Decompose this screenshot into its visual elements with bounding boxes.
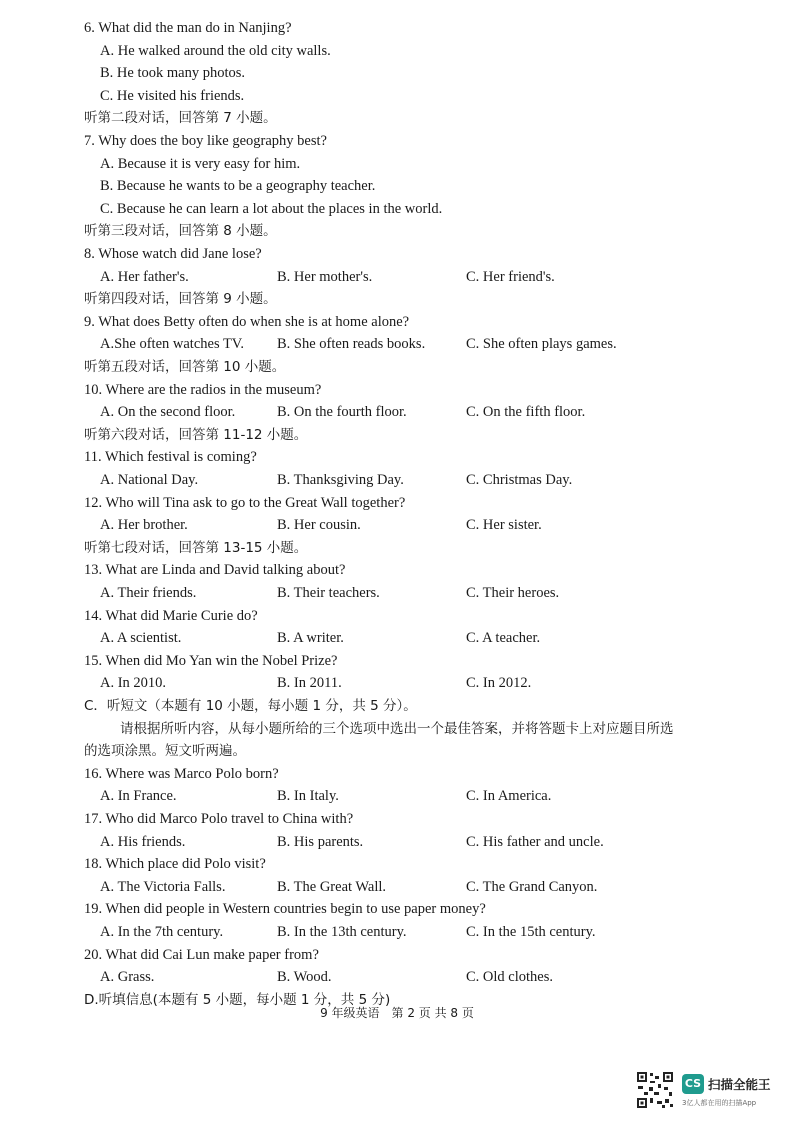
answer-option: B. In the 13th century.	[277, 924, 407, 940]
answer-option: A. The Victoria Falls.	[100, 878, 226, 895]
section-instruction: 听第二段对话，回答第 7 小题。	[84, 110, 277, 127]
answer-option: C. In America.	[466, 788, 552, 805]
answer-option: C. Old clothes.	[466, 969, 553, 986]
answer-option: C. She often plays games.	[466, 336, 617, 353]
answer-option: B. Their teachers.	[277, 585, 380, 601]
answer-option: C. In 2012.	[466, 675, 532, 692]
question-text: 7. Why does the boy like geography best?	[84, 133, 327, 149]
answer-option: A. Her brother.	[100, 517, 188, 534]
answer-option: B. In Italy.	[277, 788, 339, 805]
answer-option: A. Grass.	[100, 969, 155, 986]
answer-option: B. The Great Wall.	[277, 878, 387, 895]
question-text: 14. What did Marie Curie do?	[84, 607, 258, 624]
answer-option: A.She often watches TV.	[100, 336, 245, 353]
question-text: 16. Where was Marco Polo born?	[84, 765, 279, 782]
answer-option: A. His friends.	[100, 833, 186, 850]
answer-option: B. In 2011.	[277, 675, 342, 692]
answer-option: C. On the fifth floor.	[466, 404, 586, 421]
answer-option: A. He walked around the old city walls.	[100, 42, 331, 59]
question-text: 11. Which festival is coming?	[84, 449, 257, 466]
question-text: 18. Which place did Polo visit?	[84, 856, 266, 873]
question-text: 8. Whose watch did Jane lose?	[84, 246, 262, 262]
answer-option: A. Because it is very easy for him.	[100, 155, 301, 172]
answer-option: C. Her friend's.	[466, 268, 555, 285]
answer-option: C. His father and uncle.	[466, 833, 604, 850]
answer-option: A. Her father's.	[100, 268, 189, 285]
answer-option: B. She often reads books.	[277, 336, 426, 353]
section-instruction: 听第七段对话，回答第 13-15 小题。	[84, 539, 308, 556]
answer-option: C. Their heroes.	[466, 585, 560, 601]
question-text: 19. When did people in Western countries begin to use paper money?	[84, 901, 486, 918]
answer-option: B. Her cousin.	[277, 517, 361, 534]
section-instruction: 听第三段对话，回答第 8 小题。	[84, 223, 277, 240]
answer-option: B. Wood.	[277, 969, 332, 986]
question-text: 17. Who did Marco Polo travel to China with?	[84, 811, 354, 827]
section-instruction: 听第五段对话，回答第 10 小题。	[84, 359, 286, 375]
answer-option: C. A teacher.	[466, 630, 541, 647]
answer-option: B. Thanksgiving Day.	[277, 472, 404, 488]
section-heading: C．听短文（本题有 10 小题，每小题 1 分，共 5 分）。	[84, 698, 417, 714]
question-text: 9. What does Betty often do when she is at home alone?	[84, 313, 410, 330]
answer-option: A. National Day.	[100, 472, 199, 488]
answer-option: B. He took many photos.	[100, 65, 245, 82]
camscanner-logo: CS	[682, 1074, 704, 1094]
question-text: 20. What did Cai Lun make paper from?	[84, 946, 319, 963]
answer-option: B. Her mother's.	[277, 268, 373, 285]
answer-option: B. On the fourth floor.	[277, 404, 407, 421]
answer-option: A. In 2010.	[100, 675, 167, 692]
answer-option: A. On the second floor.	[100, 404, 236, 421]
question-text: 15. When did Mo Yan win the Nobel Prize?	[84, 652, 338, 669]
section-instruction: 的选项涂黑。短文听两遍。	[84, 743, 246, 760]
question-text: 6. What did the man do in Nanjing?	[84, 20, 292, 36]
answer-option: C. The Grand Canyon.	[466, 878, 598, 895]
instruction-text: 请根据所听内容，从每小题所给的三个选项中选出一个最佳答案，并将答题卡上对应题目所选	[120, 720, 674, 737]
answer-option: C. Because he can learn a lot about the places in the world.	[100, 200, 443, 217]
answer-option: B. Because he wants to be a geography teacher.	[100, 178, 376, 195]
answer-option: C. Christmas Day.	[466, 472, 573, 488]
section-instruction: D.听填信息(本题有 5 小题，每小题 1 分，共 5 分)	[84, 991, 391, 1008]
qr-code-icon	[636, 1071, 674, 1109]
section-instruction: 听第六段对话，回答第 11-12 小题。	[84, 426, 308, 443]
answer-option: A. A scientist.	[100, 630, 182, 647]
answer-option: C. He visited his friends.	[100, 87, 245, 104]
question-text: 10. Where are the radios in the museum?	[84, 381, 322, 398]
answer-option: B. His parents.	[277, 833, 364, 850]
camscanner-tagline: 3亿人都在用的扫描App	[682, 1099, 757, 1107]
question-text: 12. Who will Tina ask to go to the Great Wall together?	[84, 494, 406, 511]
camscanner-brand: 扫描全能王	[708, 1077, 771, 1092]
answer-option: C. Her sister.	[466, 517, 542, 534]
page-footer: 9 年级英语 第 2 页 共 8 页	[320, 1006, 474, 1020]
answer-option: C. In the 15th century.	[466, 924, 596, 940]
answer-option: A. Their friends.	[100, 585, 197, 601]
answer-option: B. A writer.	[277, 630, 344, 647]
answer-option: A. In the 7th century.	[100, 924, 224, 940]
section-instruction: 听第四段对话，回答第 9 小题。	[84, 291, 277, 308]
answer-option: A. In France.	[100, 788, 177, 805]
question-text: 13. What are Linda and David talking about?	[84, 562, 346, 579]
